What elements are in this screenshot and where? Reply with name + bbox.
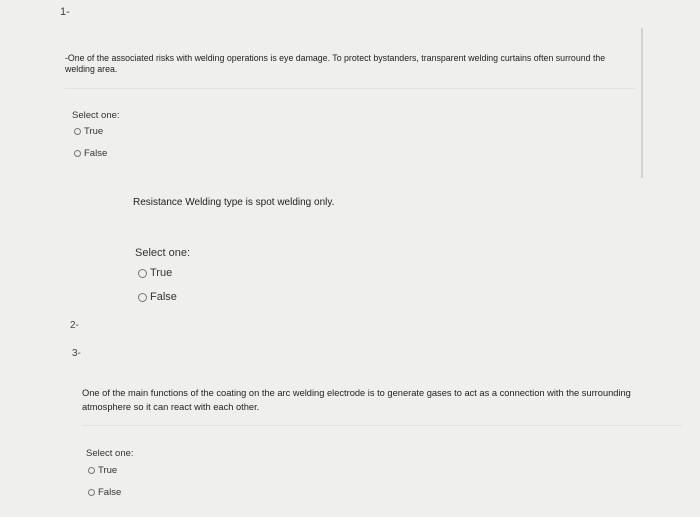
radio-icon[interactable] — [138, 293, 147, 302]
radio-icon[interactable] — [74, 128, 81, 135]
question-2-select-label: Select one: — [135, 247, 191, 259]
radio-icon[interactable] — [138, 269, 147, 278]
question-2-option-true[interactable]: True — [138, 267, 172, 279]
question-1-divider — [65, 88, 635, 89]
question-3-option-false[interactable]: False — [88, 487, 121, 498]
question-3-number: 3- — [72, 348, 81, 359]
question-1-text: -One of the associated risks with welding operations is eye damage. To protect bystanders, transparent welding curtains often surround the welding area. — [65, 53, 606, 74]
question-2-number: 2- — [70, 320, 79, 331]
question-1-option-true[interactable]: True — [74, 126, 103, 137]
question-3-select-label: Select one: — [86, 448, 134, 459]
radio-icon[interactable] — [74, 150, 81, 157]
question-1-option-false[interactable]: False — [74, 148, 107, 159]
question-3-option-true[interactable]: True — [88, 465, 117, 476]
question-1-number: 1- — [60, 6, 70, 18]
question-3-divider — [82, 425, 682, 426]
question-2-option-false[interactable]: False — [138, 291, 177, 303]
question-3-text: One of the main functions of the coating on the arc welding electrode is to generate gases to act as a connection with the surrounding atmosphere so it can react with each other. — [82, 388, 631, 412]
question-1-select-label: Select one: — [72, 110, 120, 121]
question-2-text: Resistance Welding type is spot welding only. — [133, 197, 335, 208]
question-1-border — [641, 28, 643, 178]
radio-icon[interactable] — [88, 467, 95, 474]
radio-icon[interactable] — [88, 489, 95, 496]
